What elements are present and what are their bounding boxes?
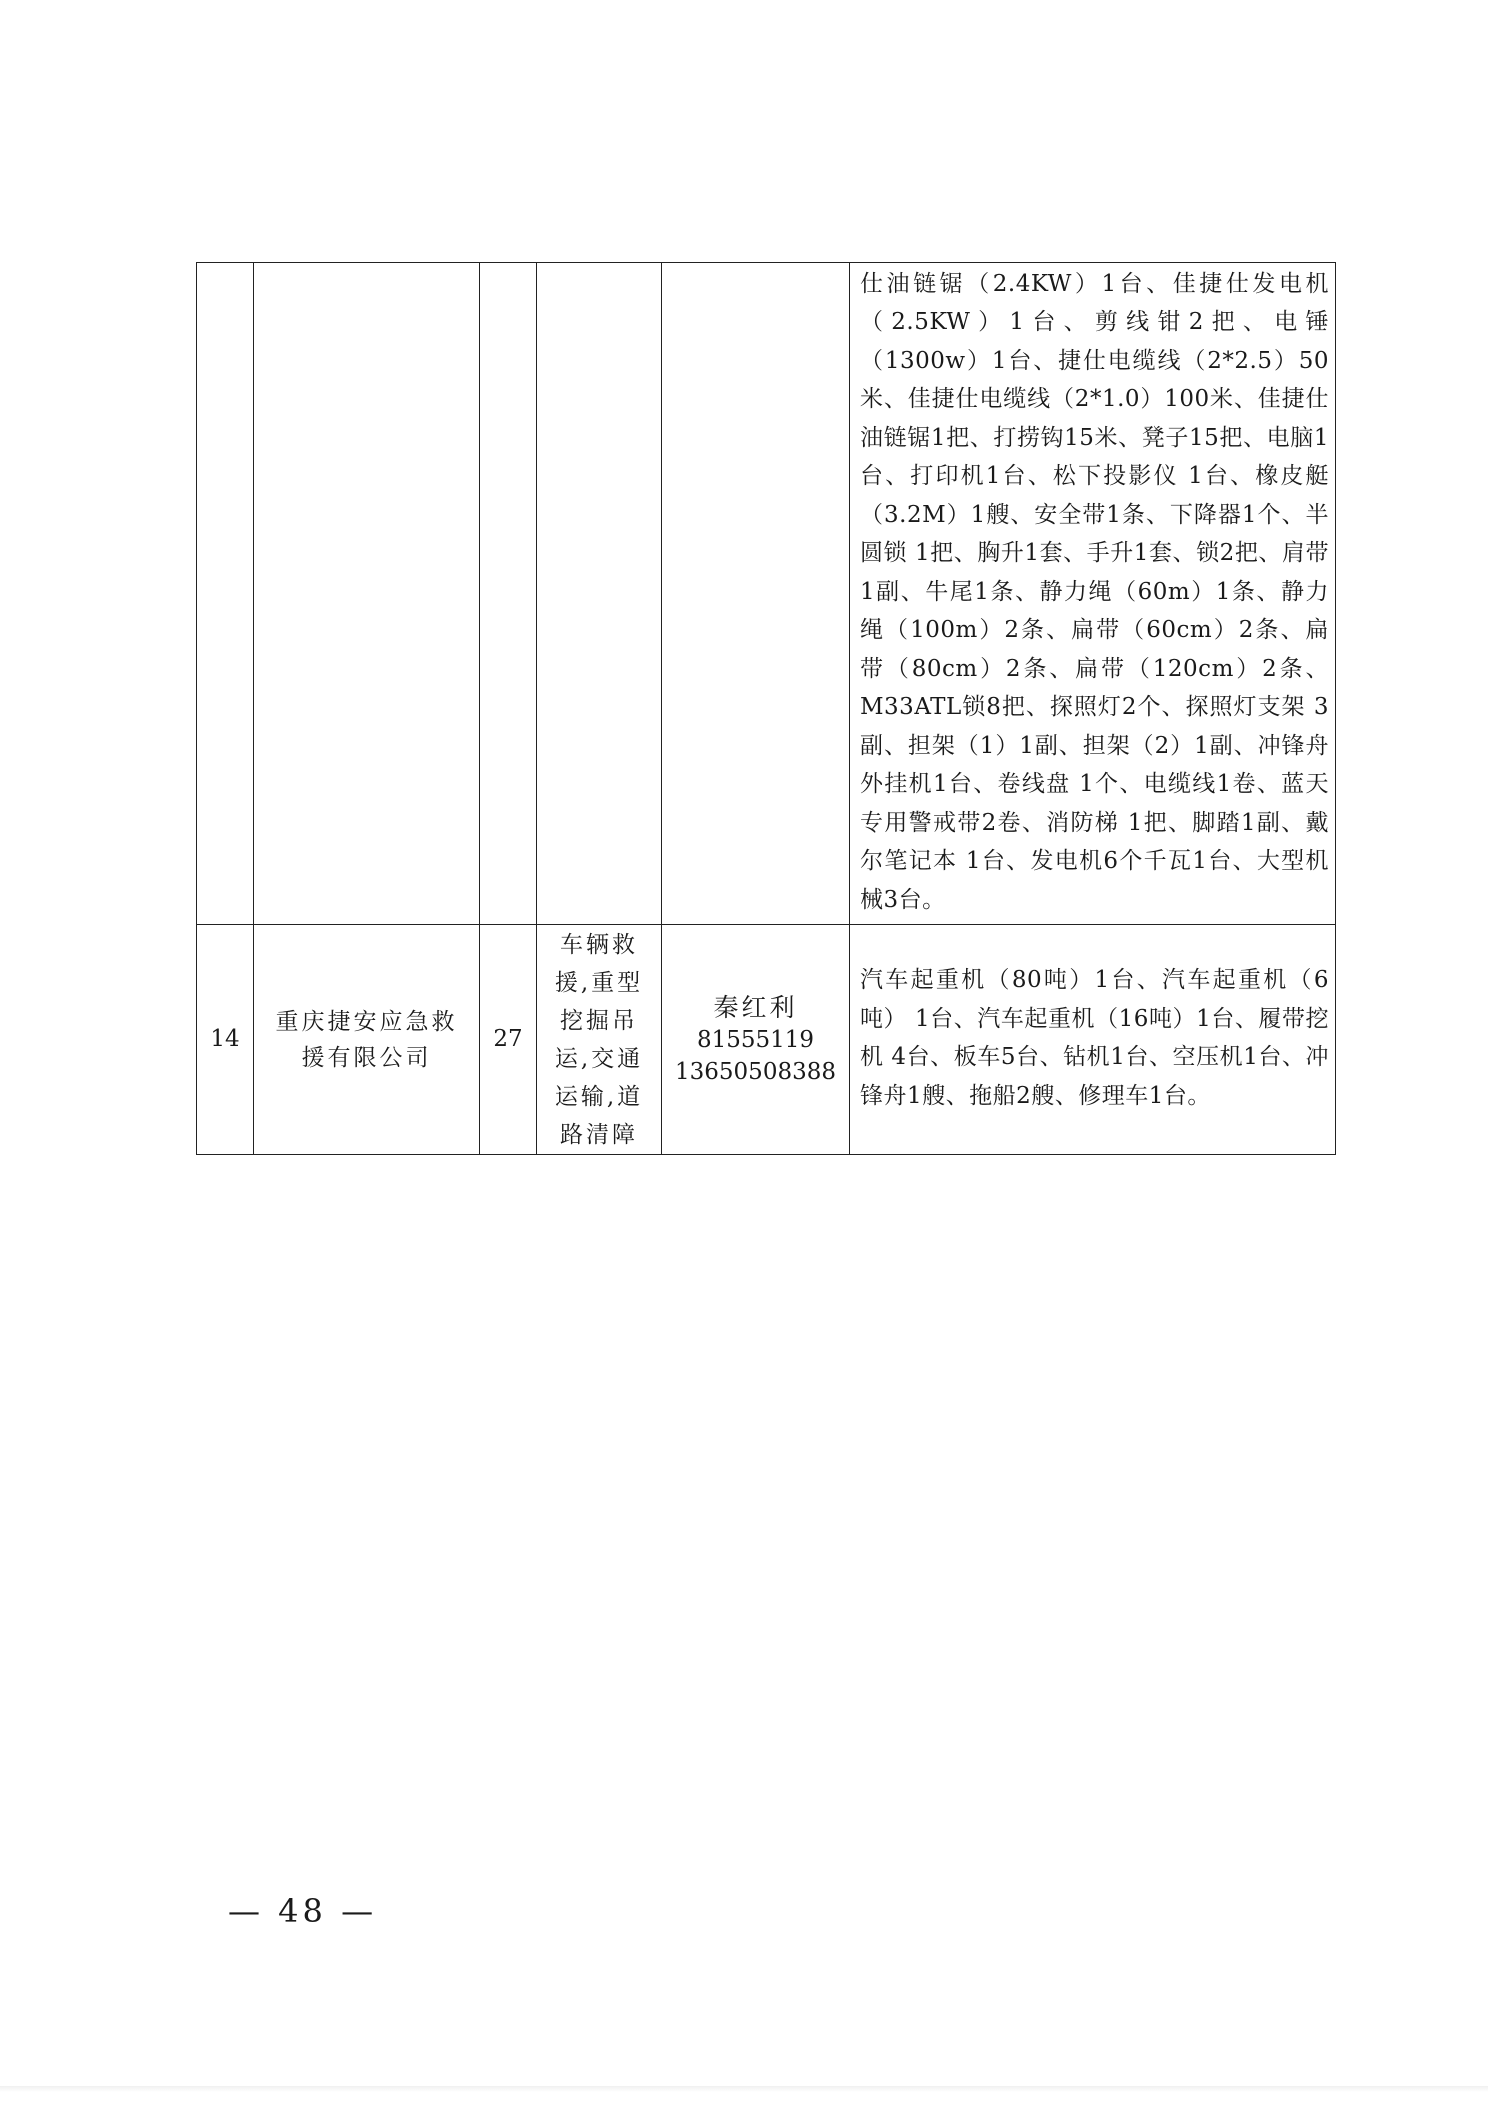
cell-no: 14: [197, 925, 254, 1155]
cell-count: 27: [480, 925, 537, 1155]
cell-count: [480, 263, 537, 925]
cell-name: [254, 925, 480, 1155]
cell-type: [537, 263, 662, 925]
cell-name: [254, 263, 480, 925]
service-type: 车辆救援,重型挖掘吊运,交通运输,道路清障: [554, 931, 644, 1148]
page-number: — 48 —: [228, 1892, 378, 1930]
cell-no: [197, 263, 254, 925]
cell-contact: [662, 263, 850, 925]
contact-name: 秦红利: [713, 992, 798, 1022]
scan-edge: [0, 2086, 1488, 2092]
cell-equipment: [850, 263, 1336, 925]
equipment-table: [196, 262, 1336, 1155]
table-row: [197, 263, 1336, 925]
cell-contact: [662, 925, 850, 1155]
table-row: [197, 925, 1336, 1155]
contact-mobile: 13650508388: [675, 1058, 836, 1085]
contact-phone: 81555119: [696, 1026, 815, 1053]
company-name: 重庆捷安应急救援有限公司: [275, 1008, 458, 1071]
equipment-text: 仕油链锯（2.4KW）1台、佳捷仕发电机（2.5KW）1台、剪线钳2把、电锤（1300w）1台、捷仕电缆线（2*2.5）50米、佳捷仕电缆线（2*1.0）100米、佳捷仕油链锯1把、打捞钩15米、凳子15把、电脑1台、打印机1台、松下投影仪 1台、橡皮艇（3.2M）1艘、安全带1条、下降器1个、半圆锁 1把、胸升1套、手升1套、锁2把、肩带 1副、牛尾1条、静力绳（60m）1条、静力绳（100m）2条、扁带（60cm）2条、扁带（80cm）2条、扁带（120cm）2条、M33ATL锁8把、探照灯2个、探照灯支架 3副、担架（1）1副、担架（2）1副、冲锋舟外挂机1台、卷线盘 1个、电缆线1卷、蓝天专用警戒带2卷、消防梯 1把、脚踏1副、戴尔笔记本 1台、发电机6个千瓦1台、大型机械3台。: [860, 270, 1329, 913]
equipment-text: 汽车起重机（80吨）1台、汽车起重机（6吨） 1台、汽车起重机（16吨）1台、履带挖机 4台、板车5台、钻机1台、空压机1台、冲锋舟1艘、拖船2艘、修理车1台。: [860, 967, 1329, 1109]
cell-type: [537, 925, 662, 1155]
cell-equipment: [850, 925, 1336, 1155]
